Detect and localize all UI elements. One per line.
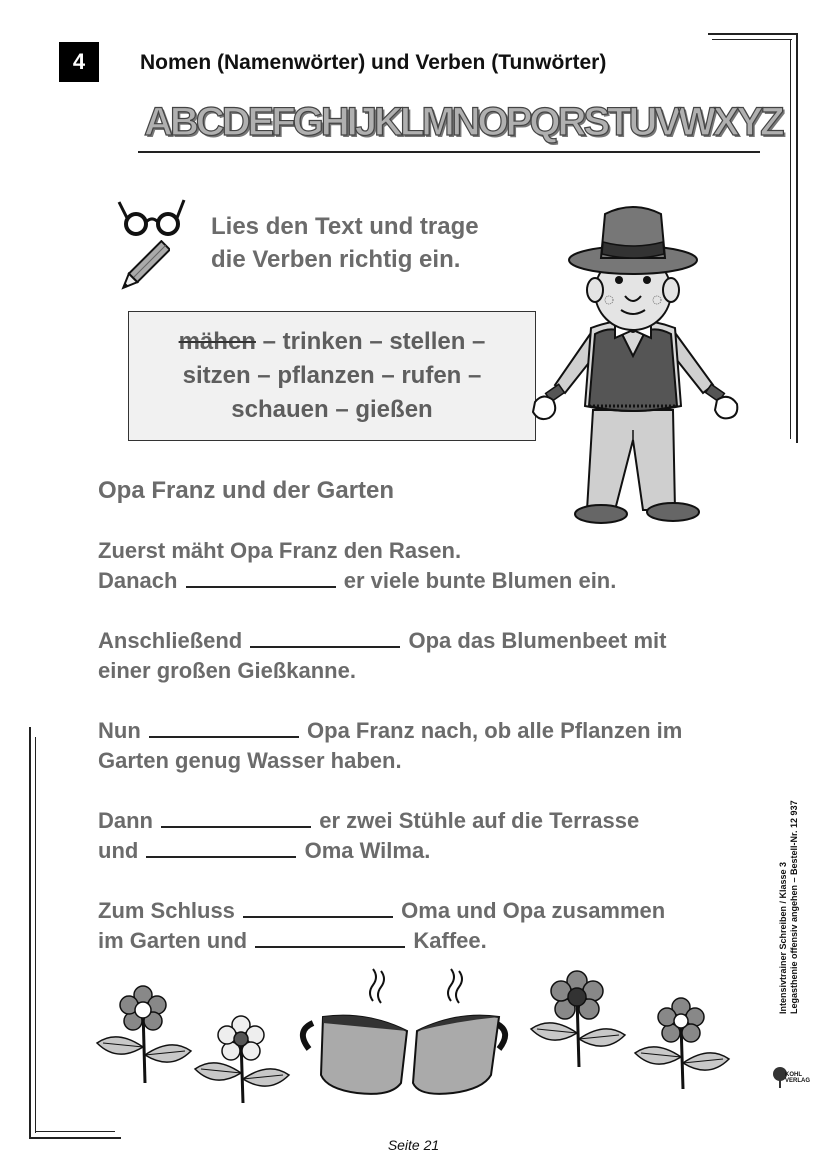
page-heading: Nomen (Namenwörter) und Verben (Tunwörter) xyxy=(140,51,607,74)
p2-line-1-end: Opa das Blumenbeet mit xyxy=(408,628,667,653)
glasses-icon xyxy=(116,196,188,240)
answer-blank-1[interactable] xyxy=(186,566,336,588)
flowers-cups-illustration xyxy=(95,965,735,1110)
story-paragraph-4 xyxy=(98,806,758,866)
p5-line-1 xyxy=(98,896,758,926)
p3-line-1-start: Nun xyxy=(98,718,141,743)
flower-3 xyxy=(531,971,625,1067)
verb-word-box xyxy=(128,311,536,441)
answer-blank-2[interactable] xyxy=(250,626,400,648)
p1-line-2 xyxy=(98,566,758,596)
grandpa-illustration xyxy=(525,200,745,526)
frame-right-v2 xyxy=(790,39,791,439)
p4-line-1-start: Dann xyxy=(98,808,153,833)
instruction-text xyxy=(211,210,541,276)
instruction-line-1: Lies den Text und trage xyxy=(211,213,479,240)
story-title: Opa Franz und der Garten xyxy=(98,477,395,504)
instruction-line-2: die Verben richtig ein. xyxy=(211,246,461,273)
frame-left-v1 xyxy=(29,727,31,1139)
answer-blank-6[interactable] xyxy=(243,896,393,918)
p3-line-2: Garten genug Wasser haben. xyxy=(98,748,402,773)
frame-top-right-h2 xyxy=(712,39,792,40)
p4-line-2 xyxy=(98,836,758,866)
frame-right-v1 xyxy=(796,33,798,443)
side-publication-text xyxy=(778,800,800,1014)
story-paragraph-5 xyxy=(98,896,758,956)
p5-line-1-start: Zum Schluss xyxy=(98,898,235,923)
p5-line-2-end: Kaffee. xyxy=(413,928,487,953)
p4-line-2-start: und xyxy=(98,838,139,863)
frame-top-right-h1 xyxy=(708,33,798,35)
pencil-icon xyxy=(116,240,170,296)
p5-line-2 xyxy=(98,926,758,956)
story-paragraph-2 xyxy=(98,626,758,686)
word-box-line-1-rest: – trinken – stellen – xyxy=(255,328,486,355)
publisher-name: KOHL VERLAG xyxy=(785,1072,811,1084)
coffee-cup-right xyxy=(413,969,505,1094)
side-text-line-1: Intensivtrainer Schreiben / Klasse 3 xyxy=(778,861,788,1014)
word-box-line-2: sitzen – pflanzen – rufen – xyxy=(182,362,482,389)
flower-2 xyxy=(195,1016,289,1103)
flower-1 xyxy=(97,986,191,1083)
page-number: Seite 21 xyxy=(387,1137,440,1153)
story-paragraph-3 xyxy=(98,716,758,776)
p1-line-1: Zuerst mäht Opa Franz den Rasen. xyxy=(98,538,462,563)
p1-line-2-end: er viele bunte Blumen ein. xyxy=(343,568,617,593)
p4-line-1 xyxy=(98,806,758,836)
coffee-cup-left xyxy=(303,969,407,1094)
exercise-number: 4 xyxy=(59,42,99,82)
word-box-line-3: schauen – gießen xyxy=(231,396,433,423)
answer-blank-3[interactable] xyxy=(149,716,299,738)
side-text-line-2: Legasthenie offensiv angehen – Bestell-Nr. 12 937 xyxy=(789,800,799,1014)
p4-line-2-end: Oma Wilma. xyxy=(304,838,431,863)
answer-blank-4[interactable] xyxy=(161,806,311,828)
p2-line-2: einer großen Gießkanne. xyxy=(98,658,356,683)
p2-line-1-start: Anschließend xyxy=(98,628,243,653)
story-paragraph-1 xyxy=(98,536,758,596)
p5-line-2-start: im Garten und xyxy=(98,928,248,953)
p1-line-2-start: Danach xyxy=(98,568,178,593)
p3-line-1 xyxy=(98,716,758,746)
alphabet-underline xyxy=(138,151,760,153)
alphabet-banner: ABCDEFGHIJKLMNOPQRSTUVWXYZ xyxy=(144,100,782,144)
frame-bottom-h2 xyxy=(35,1131,115,1132)
answer-blank-5[interactable] xyxy=(146,836,296,858)
p3-line-1-end: Opa Franz nach, ob alle Pflanzen im xyxy=(307,718,683,743)
word-box-line-1 xyxy=(129,325,535,359)
frame-left-v2 xyxy=(35,737,36,1133)
p2-line-1 xyxy=(98,626,758,656)
p4-line-1-end: er zwei Stühle auf die Terrasse xyxy=(319,808,640,833)
p5-line-1-end: Oma und Opa zusammen xyxy=(401,898,666,923)
answer-blank-7[interactable] xyxy=(255,926,405,948)
crossed-word: mähen xyxy=(178,328,256,355)
flower-4 xyxy=(635,998,729,1089)
